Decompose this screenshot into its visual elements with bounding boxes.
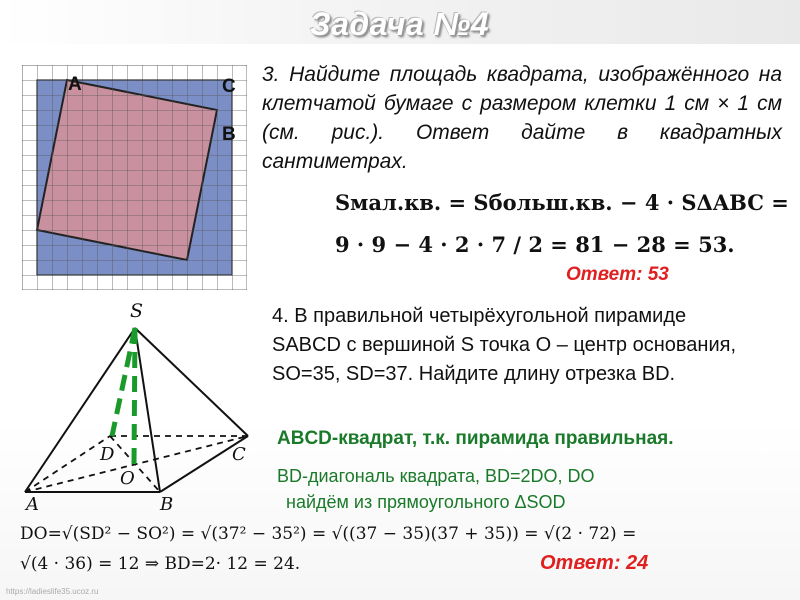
slide-title: Задача №4 [310,6,490,42]
task4-note3: найдём из прямоугольного ΔSOD [286,492,566,512]
grid-figure [22,65,247,290]
task3-formula-line1: Sмал.кв. = Sбольш.кв. − 4 · SΔABC = [335,190,789,215]
footer-url: https://ladieslife35.ucoz.ru [6,587,99,596]
task4-solution-line2: √(4 · 36) = 12 ⇒ BD=2· 12 = 24. [20,554,301,574]
pyramid-figure [0,296,270,526]
label-a: A [26,494,39,515]
label-b-grid: B [222,124,236,145]
task4-solution-line1: DO=√(SD² − SO²) = √(37² − 35²) = √((37 − 35)(37 + 35)) = √(2 · 72) = [20,524,637,544]
label-b: B [160,494,174,515]
label-c-grid: C [222,76,236,97]
label-c: C [232,444,246,465]
task4-note2: BD-диагональ квадрата, BD=2DO, DO [277,466,595,486]
label-d: D [100,444,115,465]
task4-note1: ABCD-квадрат, т.к. пирамида правильная. [277,428,674,449]
label-a-grid: A [68,74,82,95]
task4-answer: Ответ: 24 [540,552,649,574]
task4-text: 4. В правильной четырёхугольной пирамиде SABCD с вершиной S точка O – центр основания, SO=35, SD=37. Найдите длину отрезка BD. [272,305,737,385]
task3-text: 3. Найдите площадь квадрата, изображённого на клетчатой бумаге с размером клетки 1 см × 1 см (см. рис.). Ответ дайте в квадратных сантиметрах. [262,63,782,173]
label-s: S [130,300,144,322]
task3-answer: Ответ: 53 [566,264,669,285]
label-o: O [120,468,135,489]
task3-formula-line2: 9 · 9 − 4 · 2 · 7 / 2 = 81 − 28 = 53. [335,232,735,257]
